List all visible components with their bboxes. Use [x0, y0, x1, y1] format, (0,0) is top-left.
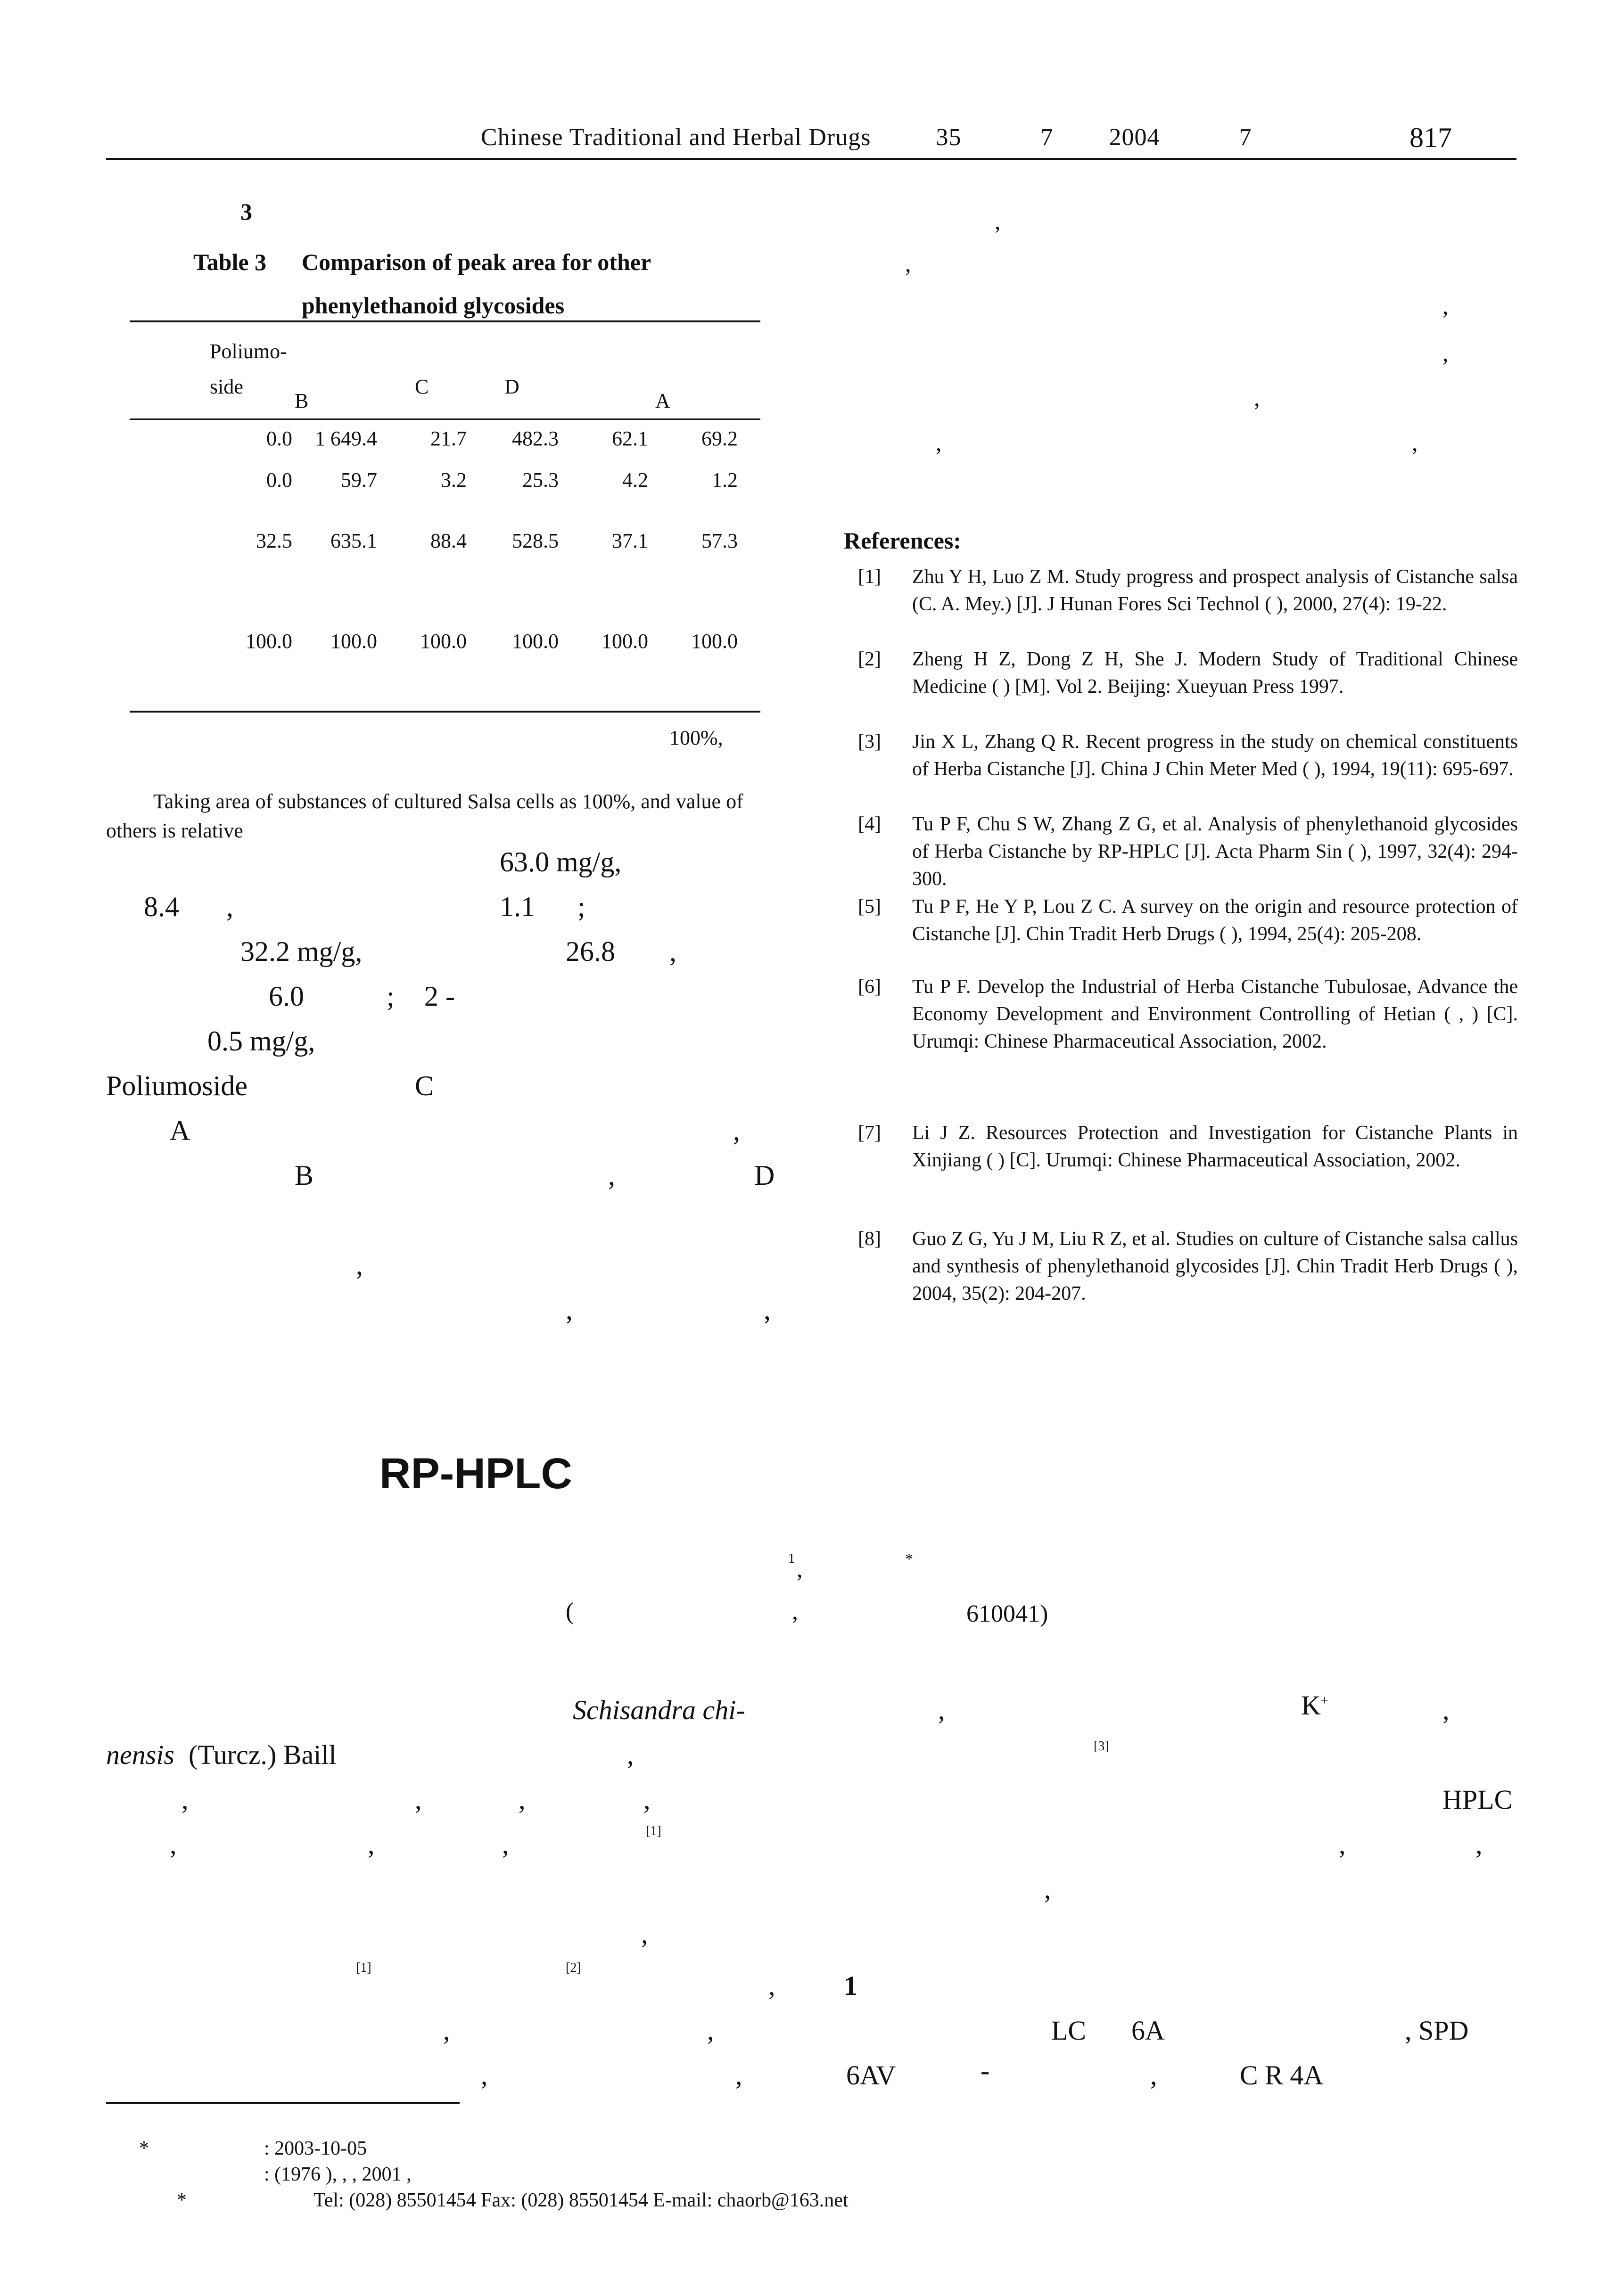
body-fragment: ,	[768, 1970, 775, 2001]
table-cell: 59.7	[341, 468, 377, 492]
body-fragment: ,	[669, 936, 676, 967]
species-authority: (Turcz.) Baill	[189, 1739, 337, 1770]
affiliation-superscript: 1	[788, 1551, 795, 1566]
reference-text: Li J Z. Resources Protection and Investigation for Cistanche Plants in Xinjiang ( ) [C]. Urumqi: Chinese Pharmaceutical Association, 2002.	[912, 1122, 1518, 1171]
potassium-ion	[1301, 1689, 1328, 1721]
page-number: 817	[1409, 122, 1452, 153]
table-caption-line2: phenylethanoid glycosides	[302, 292, 565, 319]
table-cell: 482.3	[512, 427, 559, 450]
table-cell: 100.0	[330, 630, 377, 653]
instrument-dash: -	[981, 2055, 990, 2086]
body-fragment: ,	[481, 2060, 488, 2091]
table-caption-label: Table 3	[193, 249, 267, 275]
reference-text: Guo Z G, Yu J M, Liu R Z, et al. Studies on culture of Cistanche salsa callus and synthesis of phenylethanoid glycosides [J]. Chin Tradit Herb Drugs ( ), 2004, 35(2): 204-207.	[912, 1228, 1518, 1304]
body-fragment: ;	[387, 981, 395, 1012]
table-header-d: D	[504, 375, 519, 398]
instrument-spd: , SPD	[1405, 2015, 1469, 2046]
body-fragment: ,	[356, 1249, 363, 1280]
table-cell: 4.2	[622, 468, 648, 492]
reference-text: Tu P F, Chu S W, Zhang Z G, et al. Analysis of phenylethanoid glycosides of Herba Cistanche by RP-HPLC [J]. Acta Pharm Sin ( ), 1997, 32(4): 294-300.	[912, 813, 1518, 890]
body-fragment: C	[415, 1070, 434, 1101]
reference-number: [3]	[858, 731, 881, 753]
citation-ref3: [3]	[1094, 1739, 1109, 1754]
instrument-6a: 6A	[1131, 2015, 1165, 2046]
section-number: 1	[844, 1970, 857, 2001]
body-fragment: ,	[641, 1919, 648, 1949]
footnote-rule	[106, 2102, 460, 2104]
species-name: Schisandra chi-	[573, 1695, 745, 1725]
reference-number: [4]	[858, 813, 881, 835]
citation-ref1: [1]	[646, 1824, 661, 1838]
table-cell: 88.4	[430, 529, 467, 552]
body-fragment: ,	[566, 1294, 573, 1325]
body-fragment: ,	[1442, 340, 1449, 366]
journal-name: Chinese Traditional and Herbal Drugs	[481, 124, 871, 151]
reference-number: [7]	[858, 1122, 881, 1144]
table-header-c: C	[415, 375, 429, 398]
table-cell: 21.7	[430, 427, 467, 450]
table-caption-line1: Comparison of peak area for other	[302, 249, 651, 275]
species-name-continued: nensis	[106, 1739, 174, 1770]
table-cell: 0.0	[266, 427, 292, 450]
body-fragment: ,	[707, 2015, 714, 2046]
author-comma: ,	[797, 1556, 803, 1582]
table-cell: 1 649.4	[315, 427, 377, 450]
body-fragment: ,	[1150, 2060, 1157, 2091]
table-cell: 100.0	[512, 630, 559, 653]
body-fragment: ,	[735, 2060, 742, 2091]
table-caption	[193, 240, 759, 327]
body-fragment: ,	[643, 1784, 651, 1815]
postcode: 610041)	[966, 1600, 1048, 1627]
body-fragment: 0.5 mg/g,	[207, 1025, 315, 1057]
table-cell: 100.0	[246, 630, 292, 653]
table-cell: 100.0	[691, 630, 738, 653]
table-cell: 69.2	[701, 427, 738, 450]
body-fragment: A	[170, 1115, 190, 1146]
table-header-a: A	[655, 389, 670, 412]
table-cell: 1.2	[712, 468, 738, 492]
table-cell: 100.0	[420, 630, 467, 653]
body-fragment: ,	[226, 891, 233, 922]
corresponding-author-star: *	[905, 1550, 913, 1568]
body-fragment: ,	[170, 1829, 177, 1860]
body-fragment: ,	[443, 2015, 450, 2046]
reference-text: Tu P F, He Y P, Lou Z C. A survey on the origin and resource protection of Cistanche [J]. Chin Tradit Herb Drugs ( ), 1994, 25(4): 205-208.	[912, 896, 1518, 945]
reference-number: [6]	[858, 976, 881, 998]
body-fragment: 2 -	[424, 981, 455, 1012]
month: 7	[1239, 124, 1252, 151]
table-cell: 528.5	[512, 529, 559, 552]
body-fragment: ,	[1442, 1695, 1450, 1725]
body-fragment: Poliumoside	[106, 1070, 248, 1101]
body-fragment: 63.0 mg/g,	[500, 846, 622, 877]
body-fragment: ,	[995, 208, 1001, 234]
reference-text: Tu P F. Develop the Industrial of Herba Cistanche Tubulosae, Advance the Economy Development and Environment Controlling of Hetian ( , ) [C]. Urumqi: Chinese Pharmaceutical Association, 2002.	[912, 976, 1518, 1052]
contact-info: Tel: (028) 85501454 Fax: (028) 85501454 E-mail: chaorb@163.net	[313, 2189, 849, 2211]
running-header	[481, 123, 1252, 151]
received-date: : 2003-10-05	[264, 2138, 367, 2159]
table-cell: 57.3	[701, 529, 738, 552]
instrument-lc: LC	[1051, 2015, 1087, 2046]
body-fragment: ,	[938, 1695, 945, 1725]
reference-number: [5]	[858, 896, 881, 918]
body-fragment: ,	[764, 1294, 771, 1325]
volume: 35	[936, 124, 962, 151]
footnote-star: *	[139, 2138, 149, 2159]
body-fragment: ,	[502, 1829, 509, 1860]
body-fragment: 32.2 mg/g,	[240, 936, 363, 967]
body-fragment: ,	[368, 1829, 375, 1860]
table-mid-rule	[130, 418, 760, 420]
table-cell: 635.1	[330, 529, 377, 552]
body-fragment: ,	[1442, 293, 1449, 319]
body-fragment: 26.8	[566, 936, 615, 967]
body-fragment: ,	[181, 1784, 189, 1815]
citation-ref1: [1]	[356, 1960, 371, 1975]
body-fragment: ,	[1475, 1829, 1483, 1860]
references-heading: References:	[844, 527, 961, 554]
table-top-rule	[130, 320, 760, 322]
body-fragment: ,	[733, 1115, 740, 1146]
table-header-poliumoside-2: side	[210, 375, 243, 398]
body-fragment: ,	[1044, 1874, 1051, 1904]
body-fragment: ,	[905, 250, 911, 277]
header-rule	[106, 158, 1516, 160]
potassium-charge: +	[1320, 1693, 1328, 1708]
citation-ref2: [2]	[566, 1960, 581, 1975]
table-cell: 32.5	[256, 529, 292, 552]
instrument-6av: 6AV	[846, 2060, 896, 2091]
body-fragment: D	[754, 1160, 775, 1191]
body-fragment: ,	[1254, 385, 1260, 411]
footnote-star: *	[177, 2189, 187, 2211]
body-fragment: B	[295, 1160, 314, 1191]
table-bottom-rule	[130, 711, 760, 713]
potassium-symbol: K	[1301, 1690, 1321, 1721]
body-fragment: ,	[627, 1739, 634, 1770]
reference-text: Jin X L, Zhang Q R. Recent progress in the study on chemical constituents of Herba Cistanche [J]. China J Chin Meter Med ( ), 1994, 19(11): 695-697.	[912, 731, 1518, 780]
table-cell: 100.0	[602, 630, 648, 653]
body-fragment: ,	[1339, 1829, 1346, 1860]
body-fragment: 8.4	[144, 891, 179, 922]
body-fragment: 1.1	[500, 891, 535, 922]
reference-text: Zhu Y H, Luo Z M. Study progress and prospect analysis of Cistanche salsa (C. A. Mey.) [J]. J Hunan Fores Sci Technol ( ), 2000, 27(4): 19-22.	[912, 566, 1518, 615]
body-fragment: ,	[519, 1784, 526, 1815]
author-bio: : (1976 ), , , 2001 ,	[264, 2164, 412, 2185]
reference-number: [2]	[858, 648, 881, 670]
body-fragment: ,	[936, 429, 942, 456]
year: 2004	[1109, 124, 1160, 151]
column-model: C R 4A	[1240, 2060, 1324, 2091]
table-note: 100%,	[669, 726, 723, 749]
reference-number: [1]	[858, 566, 881, 588]
body-fragment: ;	[577, 891, 585, 922]
table-cell: 37.1	[612, 529, 648, 552]
table-number: 3	[240, 198, 252, 225]
address-comma: ,	[792, 1598, 798, 1625]
article-title: RP-HPLC	[379, 1450, 572, 1498]
table-cell: 0.0	[266, 468, 292, 492]
reference-number: [8]	[858, 1228, 881, 1250]
body-fragment: ,	[415, 1784, 422, 1815]
table-cell: 62.1	[612, 427, 648, 450]
issue: 7	[1040, 124, 1054, 151]
table-cell: 25.3	[522, 468, 559, 492]
body-fragment: 6.0	[269, 981, 304, 1012]
table-header-b: B	[295, 389, 309, 412]
body-fragment: ,	[1412, 429, 1418, 456]
table-header-poliumoside-1: Poliumo-	[210, 340, 287, 363]
hplc-label: HPLC	[1442, 1784, 1513, 1815]
reference-text: Zheng H Z, Dong Z H, She J. Modern Study of Traditional Chinese Medicine ( ) [M]. Vol 2. Beijing: Xueyuan Press 1997.	[912, 648, 1518, 697]
table-cell: 3.2	[441, 468, 467, 492]
table-note-english: Taking area of substances of cultured Salsa cells as 100%, and value of others is relative	[106, 790, 743, 842]
address-open-paren: (	[566, 1598, 574, 1625]
body-fragment: ,	[608, 1160, 615, 1191]
